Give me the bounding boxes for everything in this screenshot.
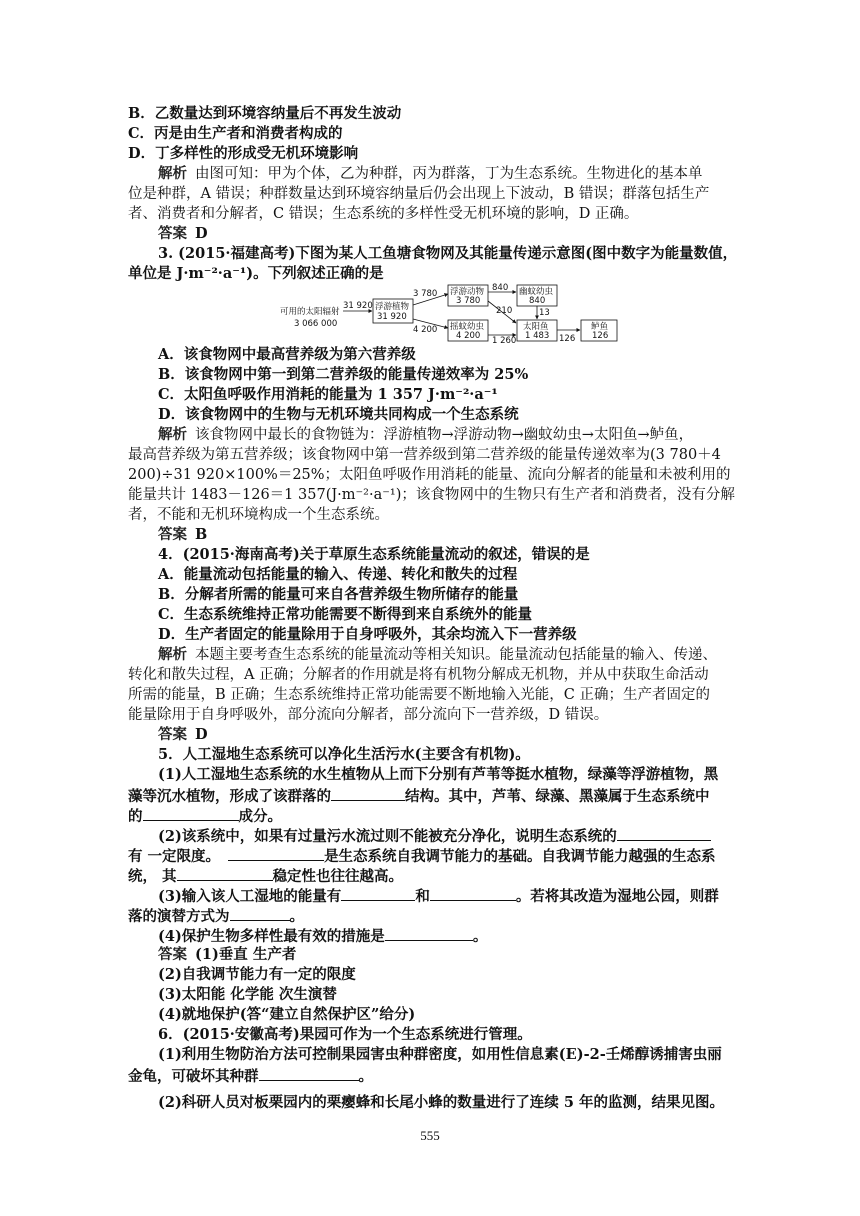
option-d-line: D．该食物网中的生物与无机环境共同构成一个生态系统 [158,406,519,423]
text: 该食物网中最长的食物链为：浮游植物→浮游动物→幽蚊幼虫→太阳鱼→鲈鱼， [195,427,694,443]
node-value: 31 920 [377,312,407,322]
question-6-part2: (2)科研人员对板栗园内的栗瘿蜂和长尾小蜂的数量进行了连续 5 年的监测，结果见图。 [158,1094,724,1111]
text: B [195,526,208,543]
option-b-line: B．乙数量达到环境容纳量后不再发生波动 [128,105,402,122]
text: (2)该系统中，如果有过量污水流过则不能被充分净化，说明生态系统的 [158,828,617,845]
sun-label: 可用的太阳辐射 [280,307,340,317]
answer-blank[interactable] [143,805,239,821]
text: 成分。 [238,808,282,825]
text: 落的演替方式为 [128,908,230,925]
analysis-line: 能量除用于自身呼吸外，部分流向分解者，部分流向下一营养级，D 错误。 [128,707,609,723]
sun-value: 3 066 000 [294,319,338,329]
text: 。若将其改造为湿地公园，则群 [515,888,719,905]
analysis-label: 解析 [158,165,187,182]
question-6-stem: 6．(2015·安徽高考)果园可作为一个生态系统进行管理。 [158,1026,532,1043]
answer-blank[interactable] [617,825,711,841]
option-a-line: A．该食物网中最高营养级为第六营养级 [158,346,416,363]
answer-label: 答案 [158,526,187,543]
edge-label: 126 [559,334,576,344]
analysis-label: 解析 [158,646,187,663]
node-label: 浮游动物 [450,287,485,297]
question-5-part1 [128,785,710,807]
text: (4)保护生物多样性最有效的措施是 [158,928,385,945]
edge-label: 840 [492,283,509,293]
text: 由图可知：甲为个体，乙为种群，丙为群落，丁为生态系统。生物进化的基本单 [195,166,703,182]
answer-blank[interactable] [331,785,405,801]
node-value: 1 483 [525,331,550,341]
analysis-line: 者、消费者和分解者，C 错误；生态系统的多样性受无机环境的影响，D 正确。 [128,206,639,222]
text: 。 [289,908,304,925]
answer-label: 答案 [158,225,187,242]
analysis-line: 所需的能量，B 正确；生态系统维持正常功能需要不断地输入光能，C 正确；生产者固定的 [128,687,710,703]
option-b-line: B．分解者所需的能量可来自各营养级生物所储存的能量 [158,586,519,603]
option-d-line: D．丁多样性的形成受无机环境影响 [128,145,359,162]
text: (1)垂直 生产者 [195,946,297,963]
edge-label: 4 200 [413,325,438,335]
question-5-part2 [158,825,711,847]
answer-blank[interactable] [177,865,273,881]
option-a-line: A．能量流动包括能量的输入、传递、转化和散失的过程 [158,566,518,583]
text: D [195,225,208,242]
text: 有 一定限度。 [128,848,221,865]
text: 藻等沉水植物，形成了该群落的 [128,788,331,805]
analysis-line: 最高营养级为第五营养级；该食物网中第一营养级到第二营养级的能量传递效率为(3 780＋4 [128,447,721,463]
question-3-stem: 单位是 J·m⁻²·a⁻¹)。下列叙述正确的是 [128,265,384,282]
text: (3)输入该人工湿地的能量有 [158,888,342,905]
node-label: 鲈鱼 [591,322,609,332]
answer-label: 答案 [158,946,187,963]
node-label: 太阳鱼 [523,322,549,332]
answer-blank[interactable] [228,845,324,861]
text: 金龟，可破坏其种群 [128,1068,259,1085]
answer-line [158,224,208,244]
answer-blank[interactable] [430,885,516,901]
node-label: 摇蚊幼虫 [450,322,485,332]
text: 和 [415,888,430,905]
node-value: 840 [529,296,546,306]
answer-blank[interactable] [385,925,473,941]
node-label: 浮游植物 [375,302,410,312]
answer-line [158,945,296,965]
analysis-line [158,164,703,184]
answer-line: (2)自我调节能力有一定的限度 [158,966,356,983]
analysis-line: 200)÷31 920×100%＝25%；太阳鱼呼吸作用消耗的能量、流向分解者的能量和未被利用的 [128,467,731,483]
analysis-line: 位是种群，A 错误；种群数量达到环境容纳量后仍会出现上下波动，B 错误；群落包括生产 [128,186,710,202]
analysis-label: 解析 [158,426,187,443]
node-label: 幽蚊幼虫 [519,287,554,297]
question-4-stem: 4．(2015·海南高考)关于草原生态系统能量流动的叙述，错误的是 [158,546,590,563]
option-c-line: C．太阳鱼呼吸作用消耗的能量为 1 357 J·m⁻²·a⁻¹ [158,386,498,403]
answer-line [158,725,208,745]
text: 是生态系统自我调节能力的基础。自我调节能力越强的生态系 [324,848,716,865]
food-web-diagram [280,283,620,345]
question-6-part1 [128,1065,373,1087]
edge-label: 31 920 [343,301,373,311]
analysis-line [158,425,693,445]
answer-blank[interactable] [230,905,290,921]
node-value: 4 200 [456,331,481,341]
option-c-line: C．丙是由生产者和消费者构成的 [128,125,343,142]
question-5-stem: 5．人工湿地生态系统可以净化生活污水(主要含有机物)。 [158,746,530,763]
answer-line: (4)就地保护(答“建立自然保护区”给分) [158,1006,416,1023]
question-5-part2 [128,865,403,887]
question-6-part1: (1)利用生物防治方法可控制果园害虫种群密度，如用性信息素(E)-2-壬烯醇诱捕害虫丽 [158,1046,722,1063]
text: 稳定性也往往越高。 [272,868,404,885]
answer-blank[interactable] [341,885,415,901]
question-5-part1: (1)人工湿地生态系统的水生植物从上而下分别有芦苇等挺水植物，绿藻等浮游植物，黑 [158,766,719,783]
answer-line: (3)太阳能 化学能 次生演替 [158,986,337,1003]
option-b-line: B．该食物网中第一到第二营养级的能量传递效率为 25% [158,366,529,383]
analysis-line: 转化和散失过程，A 正确；分解者的作用就是将有机物分解成无机物，并从中获取生命活动 [128,667,709,683]
page-number: 555 [420,1128,440,1143]
node-value: 3 780 [456,296,481,306]
text: 的 [128,808,143,825]
analysis-line [158,645,717,665]
text: 本题主要考查生态系统的能量流动等相关知识。能量流动包括能量的输入、传递、 [195,647,717,663]
edge-label: 13 [539,308,550,318]
node-value: 126 [592,331,609,341]
edge-label: 1 260 [492,336,517,345]
analysis-line: 能量共计 1483－126＝1 357(J·m⁻²·a⁻¹)；该食物网中的生物只有生产者和消费者，没有分解 [128,487,735,503]
question-5-part4 [158,925,487,947]
text: 结构。其中，芦苇、绿藻、黑藻属于生态系统中 [405,788,710,805]
question-5-part1 [128,805,282,827]
question-5-part3 [158,885,719,907]
option-c-line: C．生态系统维持正常功能需要不断得到来自系统外的能量 [158,606,533,623]
text: D [195,726,208,743]
text: 统， 其 [128,868,177,885]
answer-label: 答案 [158,726,187,743]
answer-blank[interactable] [259,1065,359,1081]
text: 。 [358,1068,373,1085]
text: 。 [472,928,488,945]
answer-line [158,525,207,545]
analysis-line: 者，不能和无机环境构成一个生态系统。 [128,507,389,523]
option-d-line: D．生产者固定的能量除用于自身呼吸外，其余均流入下一营养级 [158,626,577,643]
edge-label: 3 780 [413,289,438,299]
question-3-stem: 3. (2015·福建高考)下图为某人工鱼塘食物网及其能量传递示意图(图中数字为能量数值， [158,245,738,262]
edge-label: 210 [496,306,513,316]
question-5-part3 [128,905,304,927]
question-5-part2 [128,845,716,867]
